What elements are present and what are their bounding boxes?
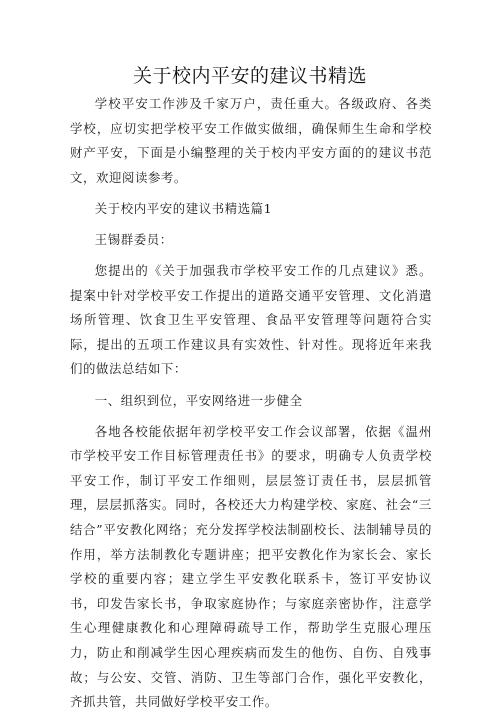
salutation: 王锡群委员： (94, 231, 173, 247)
subsection-heading: 一、组织到位，平安网络进一步健全 (94, 392, 303, 408)
measures-paragraph: 各地各校能依据年初学校平安工作会议部署，依据《温州市学校平安工作目标管理责任书》的要求，明确专人负责学校平安工作，制订平安工作细则，层层签订责任书，层层抓管理，层层抓落实。同时，各校还大力构建学校、家庭、社会“三结合”平安教化网络；充分发挥学校法制副校长、法制辅导员的作用，举方法制教化专题讲座；把平安教化作为家长会、家长学校的重要内容；建立学生平安教化联系卡，签订平安协议书，印发告家长书，争取家庭协作；与家庭亲密协作，注意学生心理健康教化和心理障碍疏导工作，帮助学生克服心理压力，防止和削减学生因心理疾病而发生的他伤、自伤、自残事故；与公安、交管、消防、卫生等部门合作，强化平安教化，齐抓共管，共同做好学校平安工作。 (70, 423, 432, 710)
document-body (70, 92, 432, 721)
section-heading: 关于校内平安的建议书精选篇1 (94, 200, 273, 216)
proposal-paragraph: 您提出的《关于加强我市学校平安工作的几点建议》悉。提案中针对学校平安工作提出的道路交通平安管理、文化消遣场所管理、饮食卫生平安管理、食品平安管理等问题符合实际，提出的五项工作建议具有实效性、针对性。现将近年来我们的做法总结如下： (70, 263, 432, 377)
intro-paragraph: 学校平安工作涉及千家万户，责任重大。各级政府、各类学校，应切实把学校平安工作做实做细，确保师生生命和学校财产平安，下面是小编整理的关于校内平安方面的的建议书范文，欢迎阅读参考。 (70, 96, 432, 185)
document-title: 关于校内平安的建议书精选 (132, 65, 367, 87)
